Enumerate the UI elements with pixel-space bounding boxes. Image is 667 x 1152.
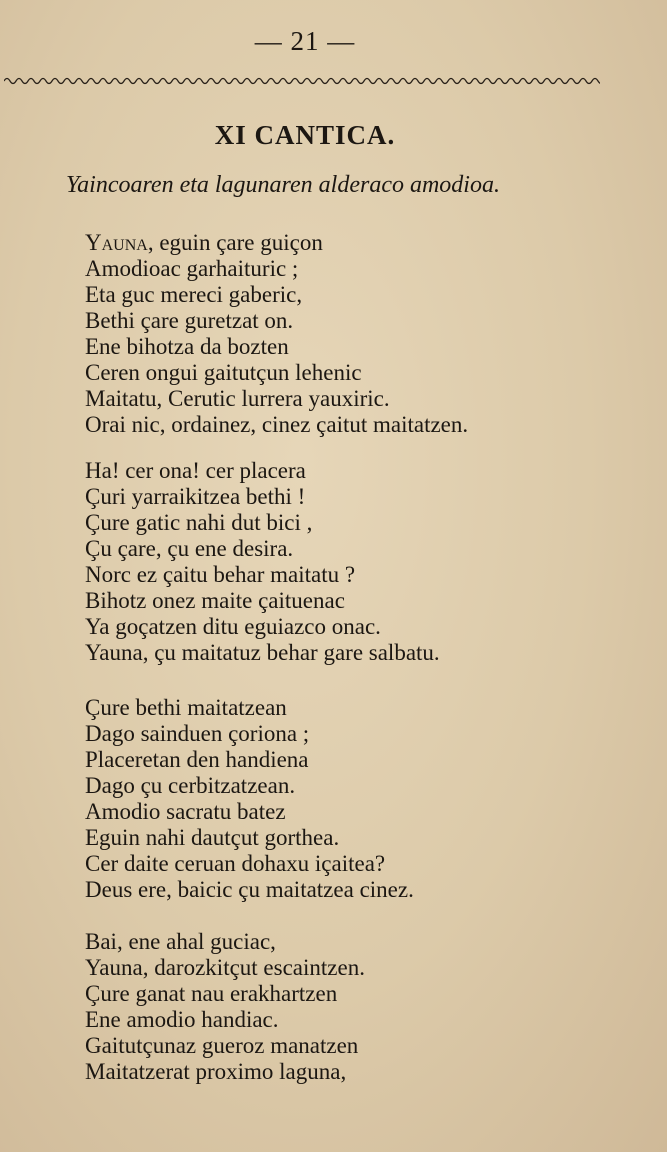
- verse-line: Çure ganat nau erakhartzen: [85, 981, 338, 1006]
- verse-line: Ene amodio handiac.: [85, 1007, 279, 1032]
- chapter-subtitle: Yaincoaren eta lagunaren alderaco amodioa.: [66, 172, 500, 198]
- verse-line: Amodioac garhaituric ;: [85, 256, 299, 281]
- verse-line: Dago çu cerbitzatzean.: [85, 773, 296, 798]
- verse-line: Placeretan den handiena: [85, 747, 309, 772]
- verse-line: Maitatu, Cerutic lurrera yauxiric.: [85, 386, 390, 411]
- verse-line: Eguin nahi dautçut gorthea.: [85, 825, 340, 850]
- verse-line-text: , eguin çare guiçon: [147, 230, 323, 255]
- verse-line: Norc ez çaitu behar maitatu ?: [85, 562, 356, 587]
- verse-line: Yauna, çu maitatuz behar gare salbatu.: [85, 640, 440, 665]
- verse-line: Çure bethi maitatzean: [85, 695, 287, 720]
- stanza-3: [85, 695, 414, 903]
- verse-line: Dago sainduen çoriona ;: [85, 721, 310, 746]
- verse-line: Ya goçatzen ditu eguiazco onac.: [85, 614, 381, 639]
- verse-line: Bethi çare guretzat on.: [85, 308, 294, 333]
- verse-line: Bai, ene ahal guciac,: [85, 929, 276, 954]
- verse-line: [85, 230, 468, 256]
- chapter-title: XI CANTICA.: [214, 120, 396, 150]
- stanza-1: [85, 230, 468, 438]
- verse-line: Orai nic, ordainez, cinez çaitut maitatzen.: [85, 412, 469, 437]
- verse-line: Eta guc mereci gaberic,: [85, 282, 303, 307]
- page-number: — 21 —: [254, 26, 356, 56]
- verse-line: Yauna, darozkitçut escaintzen.: [85, 955, 365, 980]
- verse-line: Çure gatic nahi dut bici ,: [85, 510, 313, 535]
- verse-line: Cer daite ceruan dohaxu içaitea?: [85, 851, 386, 876]
- verse-line: Ene bihotza da bozten: [85, 334, 289, 359]
- verse-line: Ha! cer ona! cer placera: [85, 458, 306, 483]
- verse-line: Çuri yarraikitzea bethi !: [85, 484, 306, 509]
- verse-line: Bihotz onez maite çaituenac: [85, 588, 345, 613]
- verse-line: Amodio sacratu batez: [85, 799, 286, 824]
- small-caps-opening-word: Yauna: [85, 230, 148, 255]
- wavy-rule-ornament: [4, 74, 600, 88]
- verse-line: Ceren ongui gaitutçun lehenic: [85, 360, 362, 385]
- verse-line: Maitatzerat proximo laguna,: [85, 1059, 347, 1084]
- verse-line: Gaitutçunaz gueroz manatzen: [85, 1033, 359, 1058]
- verse-line: Çu çare, çu ene desira.: [85, 536, 294, 561]
- verse-line: Deus ere, baicic çu maitatzea cinez.: [85, 877, 414, 902]
- stanza-4: [85, 929, 365, 1085]
- stanza-2: [85, 458, 440, 666]
